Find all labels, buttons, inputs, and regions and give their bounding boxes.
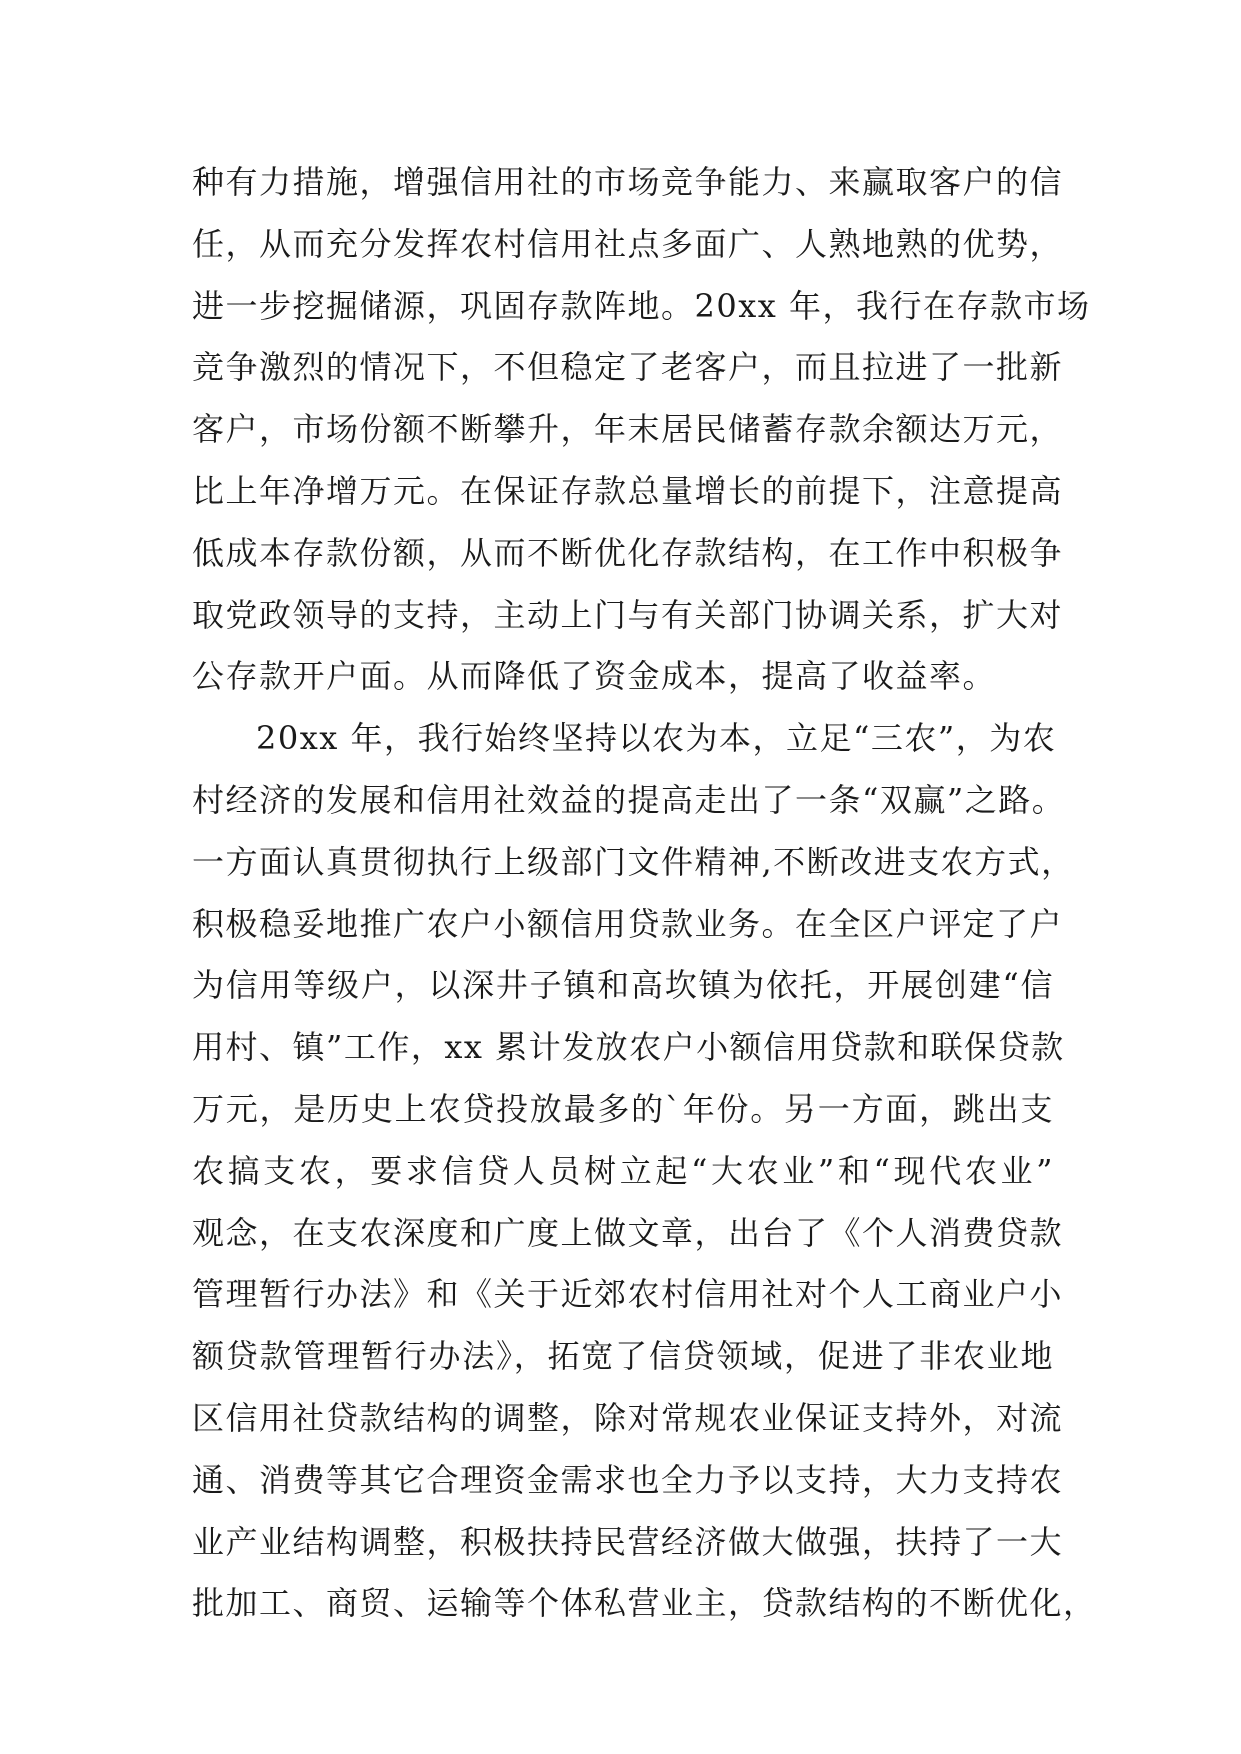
text-line: 低成本存款份额，从而不断优化存款结构，在工作中积极争 <box>192 533 1064 572</box>
paragraph-start-line: 20xx 年，我行始终坚持以农为本，立足“三农”，为农 <box>256 719 1057 758</box>
text-line: 额贷款管理暂行办法》，拓宽了信贷领域，促进了非农业地 <box>192 1337 1054 1376</box>
text-line: 农搞支农，要求信贷人员树立起“大农业”和“现代农业” <box>192 1151 1054 1190</box>
text-line: 为信用等级户，以深井子镇和高坎镇为依托，开展创建“信 <box>192 966 1054 1005</box>
text-line: 比上年净增万元。在保证存款总量增长的前提下，注意提高 <box>192 471 1064 510</box>
text-line: 竞争激烈的情况下，不但稳定了老客户，而且拉进了一批新 <box>192 348 1064 387</box>
text-line: 万元，是历史上农贷投放最多的`年份。另一方面，跳出支 <box>192 1089 1054 1128</box>
text-line: 区信用社贷款结构的调整，除对常规农业保证支持外，对流 <box>192 1398 1064 1437</box>
text-line: 通、消费等其它合理资金需求也全力予以支持，大力支持农 <box>192 1460 1064 1499</box>
text-line: 批加工、商贸、运输等个体私营业主，贷款结构的不断优化， <box>192 1584 1097 1623</box>
text-line: 种有力措施，增强信用社的市场竞争能力、来赢取客户的信 <box>192 163 1064 201</box>
text-line: 进一步挖掘储源，巩固存款阵地。20xx 年，我行在存款市场 <box>192 286 1091 325</box>
text-line: 观念，在支农深度和广度上做文章，出台了《个人消费贷款 <box>192 1213 1064 1252</box>
body-text <box>192 152 1097 1635</box>
text-line: 村经济的发展和信用社效益的提高走出了一条“双赢”之路。 <box>192 780 1066 819</box>
text-line: 业产业结构调整，积极扶持民营经济做大做强，扶持了一大 <box>192 1522 1064 1561</box>
paragraph-end-line: 公存款开户面。从而降低了资金成本，提高了收益率。 <box>192 657 997 696</box>
text-line: 一方面认真贯彻执行上级部门文件精神,不断改进支农方式， <box>192 842 1075 881</box>
text-line: 管理暂行办法》和《关于近郊农村信用社对个人工商业户小 <box>192 1275 1064 1314</box>
text-line: 积极稳妥地推广农户小额信用贷款业务。在全区户评定了户 <box>192 904 1064 943</box>
text-line: 用村、镇”工作，xx 累计发放农户小额信用贷款和联保贷款 <box>192 1028 1065 1067</box>
text-line: 任，从而充分发挥农村信用社点多面广、人熟地熟的优势， <box>192 224 1064 263</box>
text-line: 取党政领导的支持，主动上门与有关部门协调关系，扩大对 <box>192 595 1064 634</box>
text-line: 客户，市场份额不断攀升，年末居民储蓄存款余额达万元， <box>192 410 1064 449</box>
